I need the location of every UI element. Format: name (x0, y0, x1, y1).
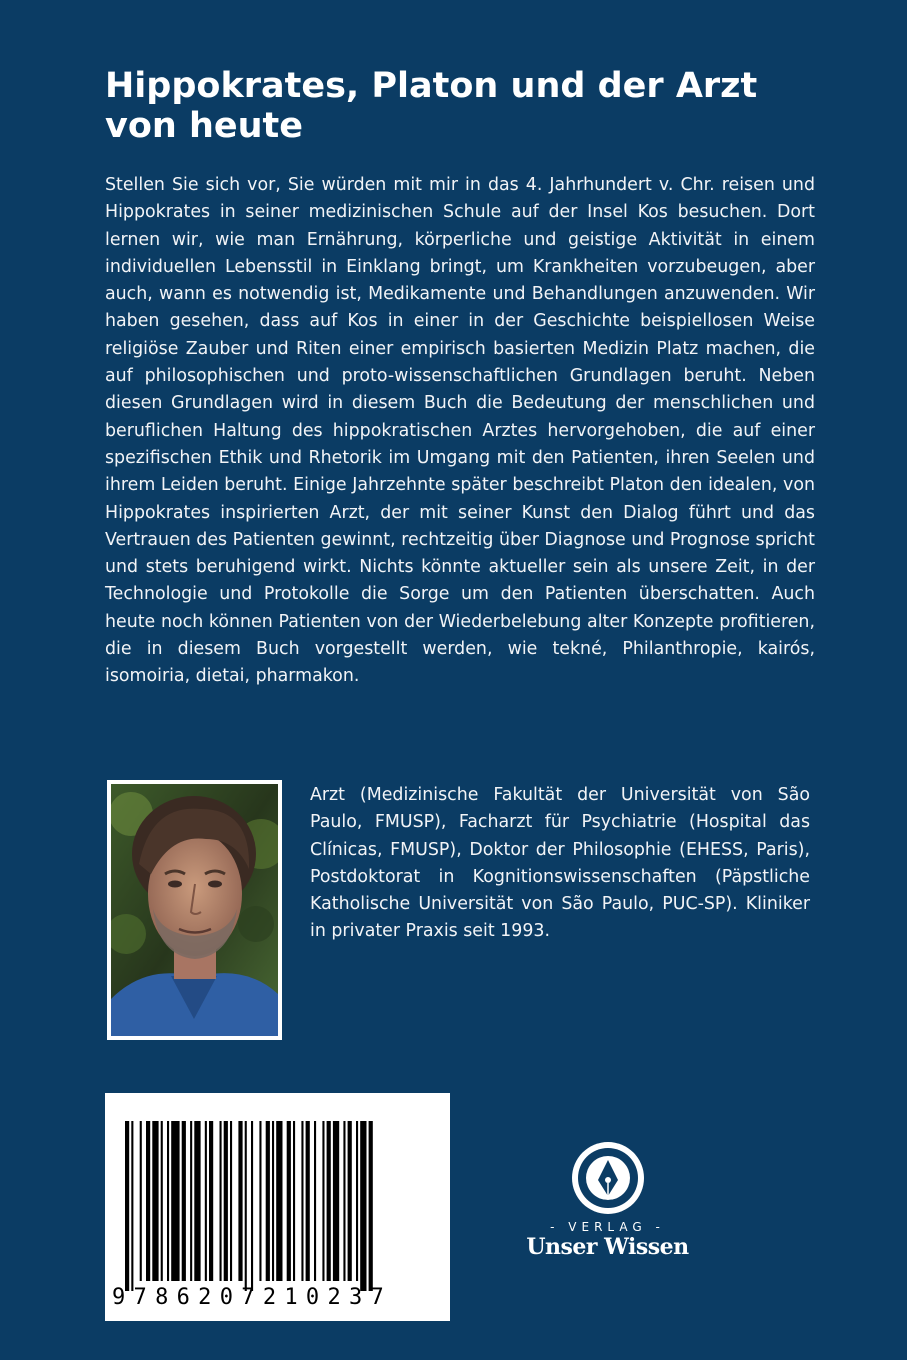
barcode-bar (194, 1121, 200, 1281)
barcode-bar (205, 1121, 207, 1281)
barcode-bar (276, 1121, 282, 1281)
barcode-bar (220, 1121, 222, 1281)
author-portrait-icon (111, 784, 278, 1036)
author-photo (107, 780, 282, 1040)
barcode-bar (182, 1121, 186, 1281)
barcode-bar (230, 1121, 232, 1281)
barcode-bar (343, 1121, 345, 1281)
barcode-bar (314, 1121, 316, 1281)
barcode-bar (209, 1121, 213, 1281)
barcode-bar (322, 1121, 324, 1281)
barcode-bar (287, 1121, 291, 1281)
barcode-bar (293, 1121, 295, 1281)
isbn-number: 9786207210237 (112, 1285, 393, 1310)
publisher-name: Unser Wissen (526, 1234, 689, 1260)
book-blurb: Stellen Sie sich vor, Sie würden mit mir in das 4. Jahrhundert v. Chr. reisen und Hippokrates in seiner medizinischen Schule auf der Insel Kos besuchen. Dort lernen wir, wie man Ernährung, körperliche und geistige Aktivität in einem individuellen Lebensstil in Einklang bringt, um Krankheiten vorzubeugen, aber auch, wann es notwendig ist, Medikamente und Behandlungen anzuwenden. Wir haben gesehen, dass auf Kos in einer in der Geschichte beispiellosen Weise religiöse Zauber und Riten einer empirisch basierten Medizin Platz machen, die auf philosophischen und proto-wissenschaftlichen Grundlagen beruht. Neben diesen Grundlagen wird in diesem Buch die Bedeutung der menschlichen und beruflichen Haltung des hippokratischen Arztes hervorgehoben, die auf einer spezifischen Ethik und Rhetorik im Umgang mit den Patienten, ihren Seelen und ihrem Leiden beruht. Einige Jahrzehnte später beschreibt Platon den idealen, von Hippokrates inspirierten Arzt, der mit seiner Kunst den Dialog führt und das Vertrauen des Patienten gewinnt, rechtzeitig über Diagnose und Prognose spricht und stets beruhigend wirkt. Nichts könnte aktueller sein als unsere Zeit, in der Technologie und Protokolle die Sorge um den Patienten überschatten. Auch heute noch können Patienten von der Wiederbelebung alter Konzepte profitieren, die in diesem Buch vorgestellt werden, wie tekné, Philanthropie, kairós, isomoiria, dietai, pharmakon. (105, 175, 815, 687)
barcode-bar (348, 1121, 352, 1281)
barcode-bar (238, 1121, 242, 1281)
barcode-bar (259, 1121, 261, 1281)
publisher-verlag-label: - VERLAG - (550, 1220, 665, 1234)
barcode-bar (356, 1121, 358, 1281)
barcode-bar (306, 1121, 310, 1281)
barcode-bar (224, 1121, 228, 1281)
barcode-bar (171, 1121, 179, 1281)
publisher-logo (520, 1140, 695, 1270)
barcode-bar (360, 1121, 366, 1291)
author-bio: Arzt (Medizinische Fakultät der Universität von São Paulo, FMUSP), Facharzt für Psychiatrie (Hospital das Clínicas, FMUSP), Doktor der Philosophie (EHESS, Paris), Postdoktorat in Kognitionswissenschaften (Päpstliche Katholische Universität von São Paulo, PUC-SP). Kliniker in privater Praxis seit 1993. (310, 785, 810, 942)
barcode-bar (333, 1121, 339, 1281)
barcode-bar (140, 1121, 142, 1281)
barcode-bar (146, 1121, 150, 1281)
barcode-bar (125, 1121, 129, 1291)
barcode-bar (327, 1121, 331, 1281)
barcode-bar (272, 1121, 274, 1281)
barcode-bar (245, 1121, 247, 1291)
barcode-bar (301, 1121, 303, 1281)
barcode-bar (167, 1121, 169, 1281)
barcode-bar (251, 1121, 253, 1291)
barcode-bar (266, 1121, 270, 1281)
barcode-bar (190, 1121, 192, 1281)
pen-nib-emblem-icon (570, 1140, 646, 1216)
barcode-bar (152, 1121, 158, 1281)
barcode-bar (131, 1121, 133, 1291)
barcode-bar (369, 1121, 373, 1291)
book-title: Hippokrates, Platon und der Arzt von heute (105, 66, 758, 146)
barcode-bar (161, 1121, 163, 1281)
